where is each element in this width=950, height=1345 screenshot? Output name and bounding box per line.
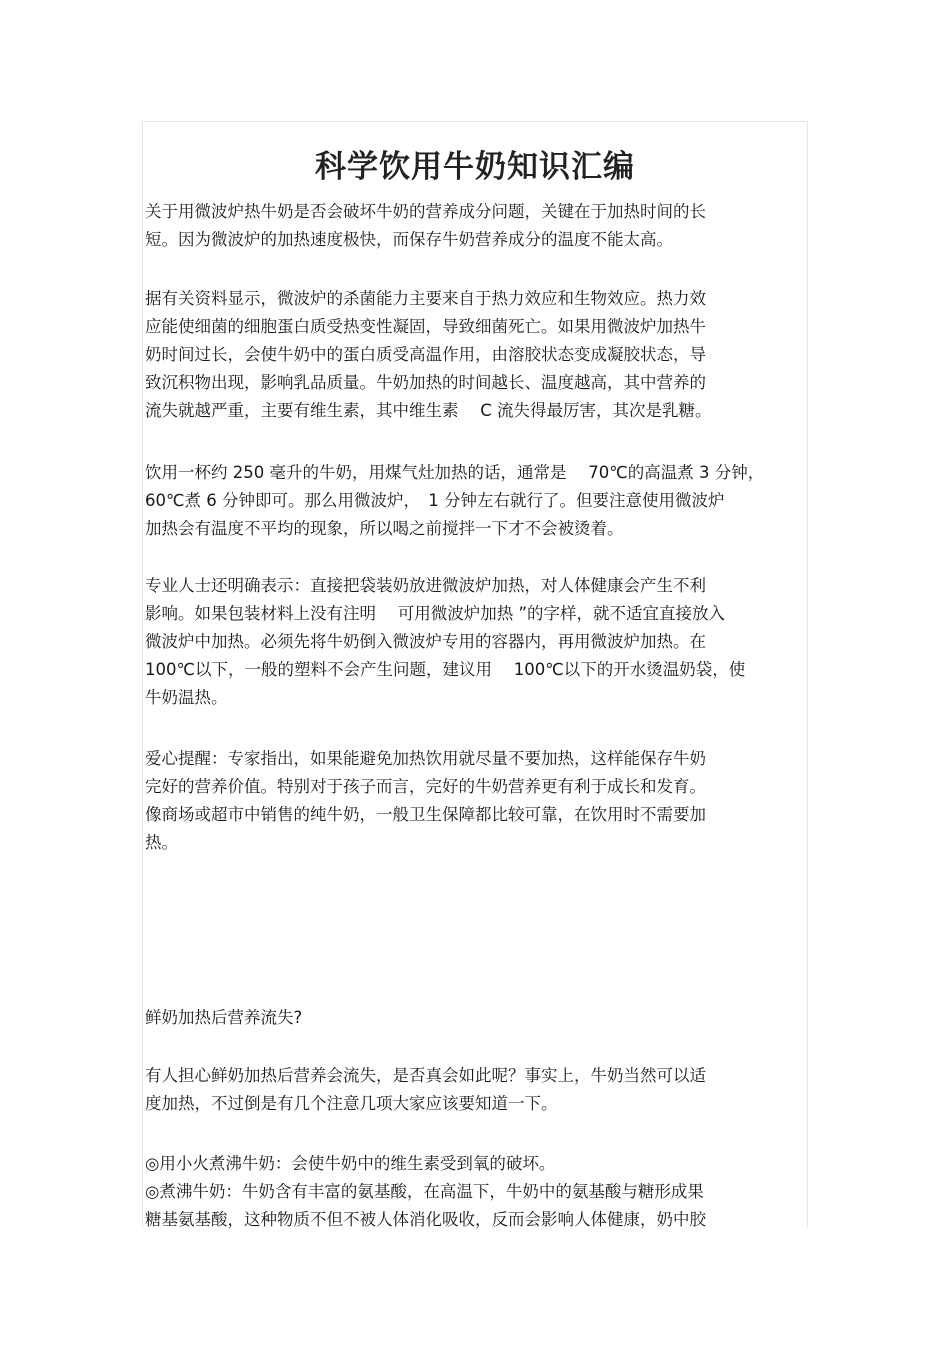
text-line: 应能使细菌的细胞蛋白质受热变性凝固，导致细菌死亡。如果用微波炉加热牛 [145,317,706,336]
text-line: 鲜奶加热后营养流失? [145,1008,303,1027]
section-heading [145,1004,825,1032]
text-line: ◎用小火煮沸牛奶：会使牛奶中的维生素受到氧的破坏。 [145,1154,556,1173]
text-line: 致沉积物出现，影响乳品质量。牛奶加热的时间越长、温度越高，其中营养的 [145,373,706,392]
text-line: 关于用微波炉热牛奶是否会破坏牛奶的营养成分问题，关键在于加热时间的长 [145,202,706,221]
text-line: 据有关资料显示，微波炉的杀菌能力主要来自于热力效应和生物效应。热力效 [145,289,706,308]
text-line: 60℃煮 6 分钟即可。那么用微波炉， 1 分钟左右就行了。但要注意使用微波炉 [145,491,725,510]
paragraph-heating-time [145,459,825,543]
text-line: 短。因为微波炉的加热速度极快，而保存牛奶营养成分的温度不能太高。 [145,230,673,249]
text-line: 像商场或超市中销售的纯牛奶，一般卫生保障都比较可靠，在饮用时不需要加 [145,805,706,824]
text-line: 度加热，不过倒是有几个注意几项大家应该要知道一下。 [145,1094,558,1113]
text-line: 微波炉中加热。必须先将牛奶倒入微波炉专用的容器内，再用微波炉加热。在 [145,632,706,651]
text-line: 100℃以下，一般的塑料不会产生问题，建议用 100℃以下的开水烫温奶袋，使 [145,660,746,679]
text-line: 糖基氨基酸，这种物质不但不被人体消化吸收，反而会影响人体健康，奶中胶 [145,1210,706,1229]
document-title: 科学饮用牛奶知识汇编 [315,148,635,185]
text-line: 爱心提醒：专家指出，如果能避免加热饮用就尽量不要加热，这样能保存牛奶 [145,749,706,768]
text-line: ◎煮沸牛奶：牛奶含有丰富的氨基酸，在高温下，牛奶中的氨基酸与糖形成果 [145,1182,704,1201]
text-line: 奶时间过长，会使牛奶中的蛋白质受高温作用，由溶胶状态变成凝胶状态，导 [145,345,706,364]
text-line: 加热会有温度不平均的现象，所以喝之前搅拌一下才不会被烫着。 [145,519,624,538]
paragraph-sterilization [145,285,825,425]
paragraph-boiling-notes [145,1150,825,1234]
paragraph-microwave-intro [145,198,825,254]
text-line: 影响。如果包装材料上没有注明 可用微波炉加热 ”的字样，就不适宜直接放入 [145,604,726,623]
paragraph-expert-advice [145,572,825,712]
text-line: 专业人士还明确表示：直接把袋装奶放进微波炉加热，对人体健康会产生不利 [145,576,706,595]
text-line: 有人担心鲜奶加热后营养会流失，是否真会如此呢？事实上，牛奶当然可以适 [145,1066,706,1085]
text-line: 流失就越严重，主要有维生素，其中维生素 C 流失得最厉害，其次是乳糖。 [145,401,712,420]
text-line: 热。 [145,833,178,852]
text-line: 牛奶温热。 [145,688,228,707]
paragraph-nutrition-loss [145,1062,825,1118]
text-line: 饮用一杯约 250 毫升的牛奶，用煤气灶加热的话，通常是 70℃的高温煮 3 分钟， [145,463,765,482]
paragraph-reminder [145,745,825,857]
text-line: 完好的营养价值。特别对于孩子而言，完好的牛奶营养更有利于成长和发育。 [145,777,706,796]
